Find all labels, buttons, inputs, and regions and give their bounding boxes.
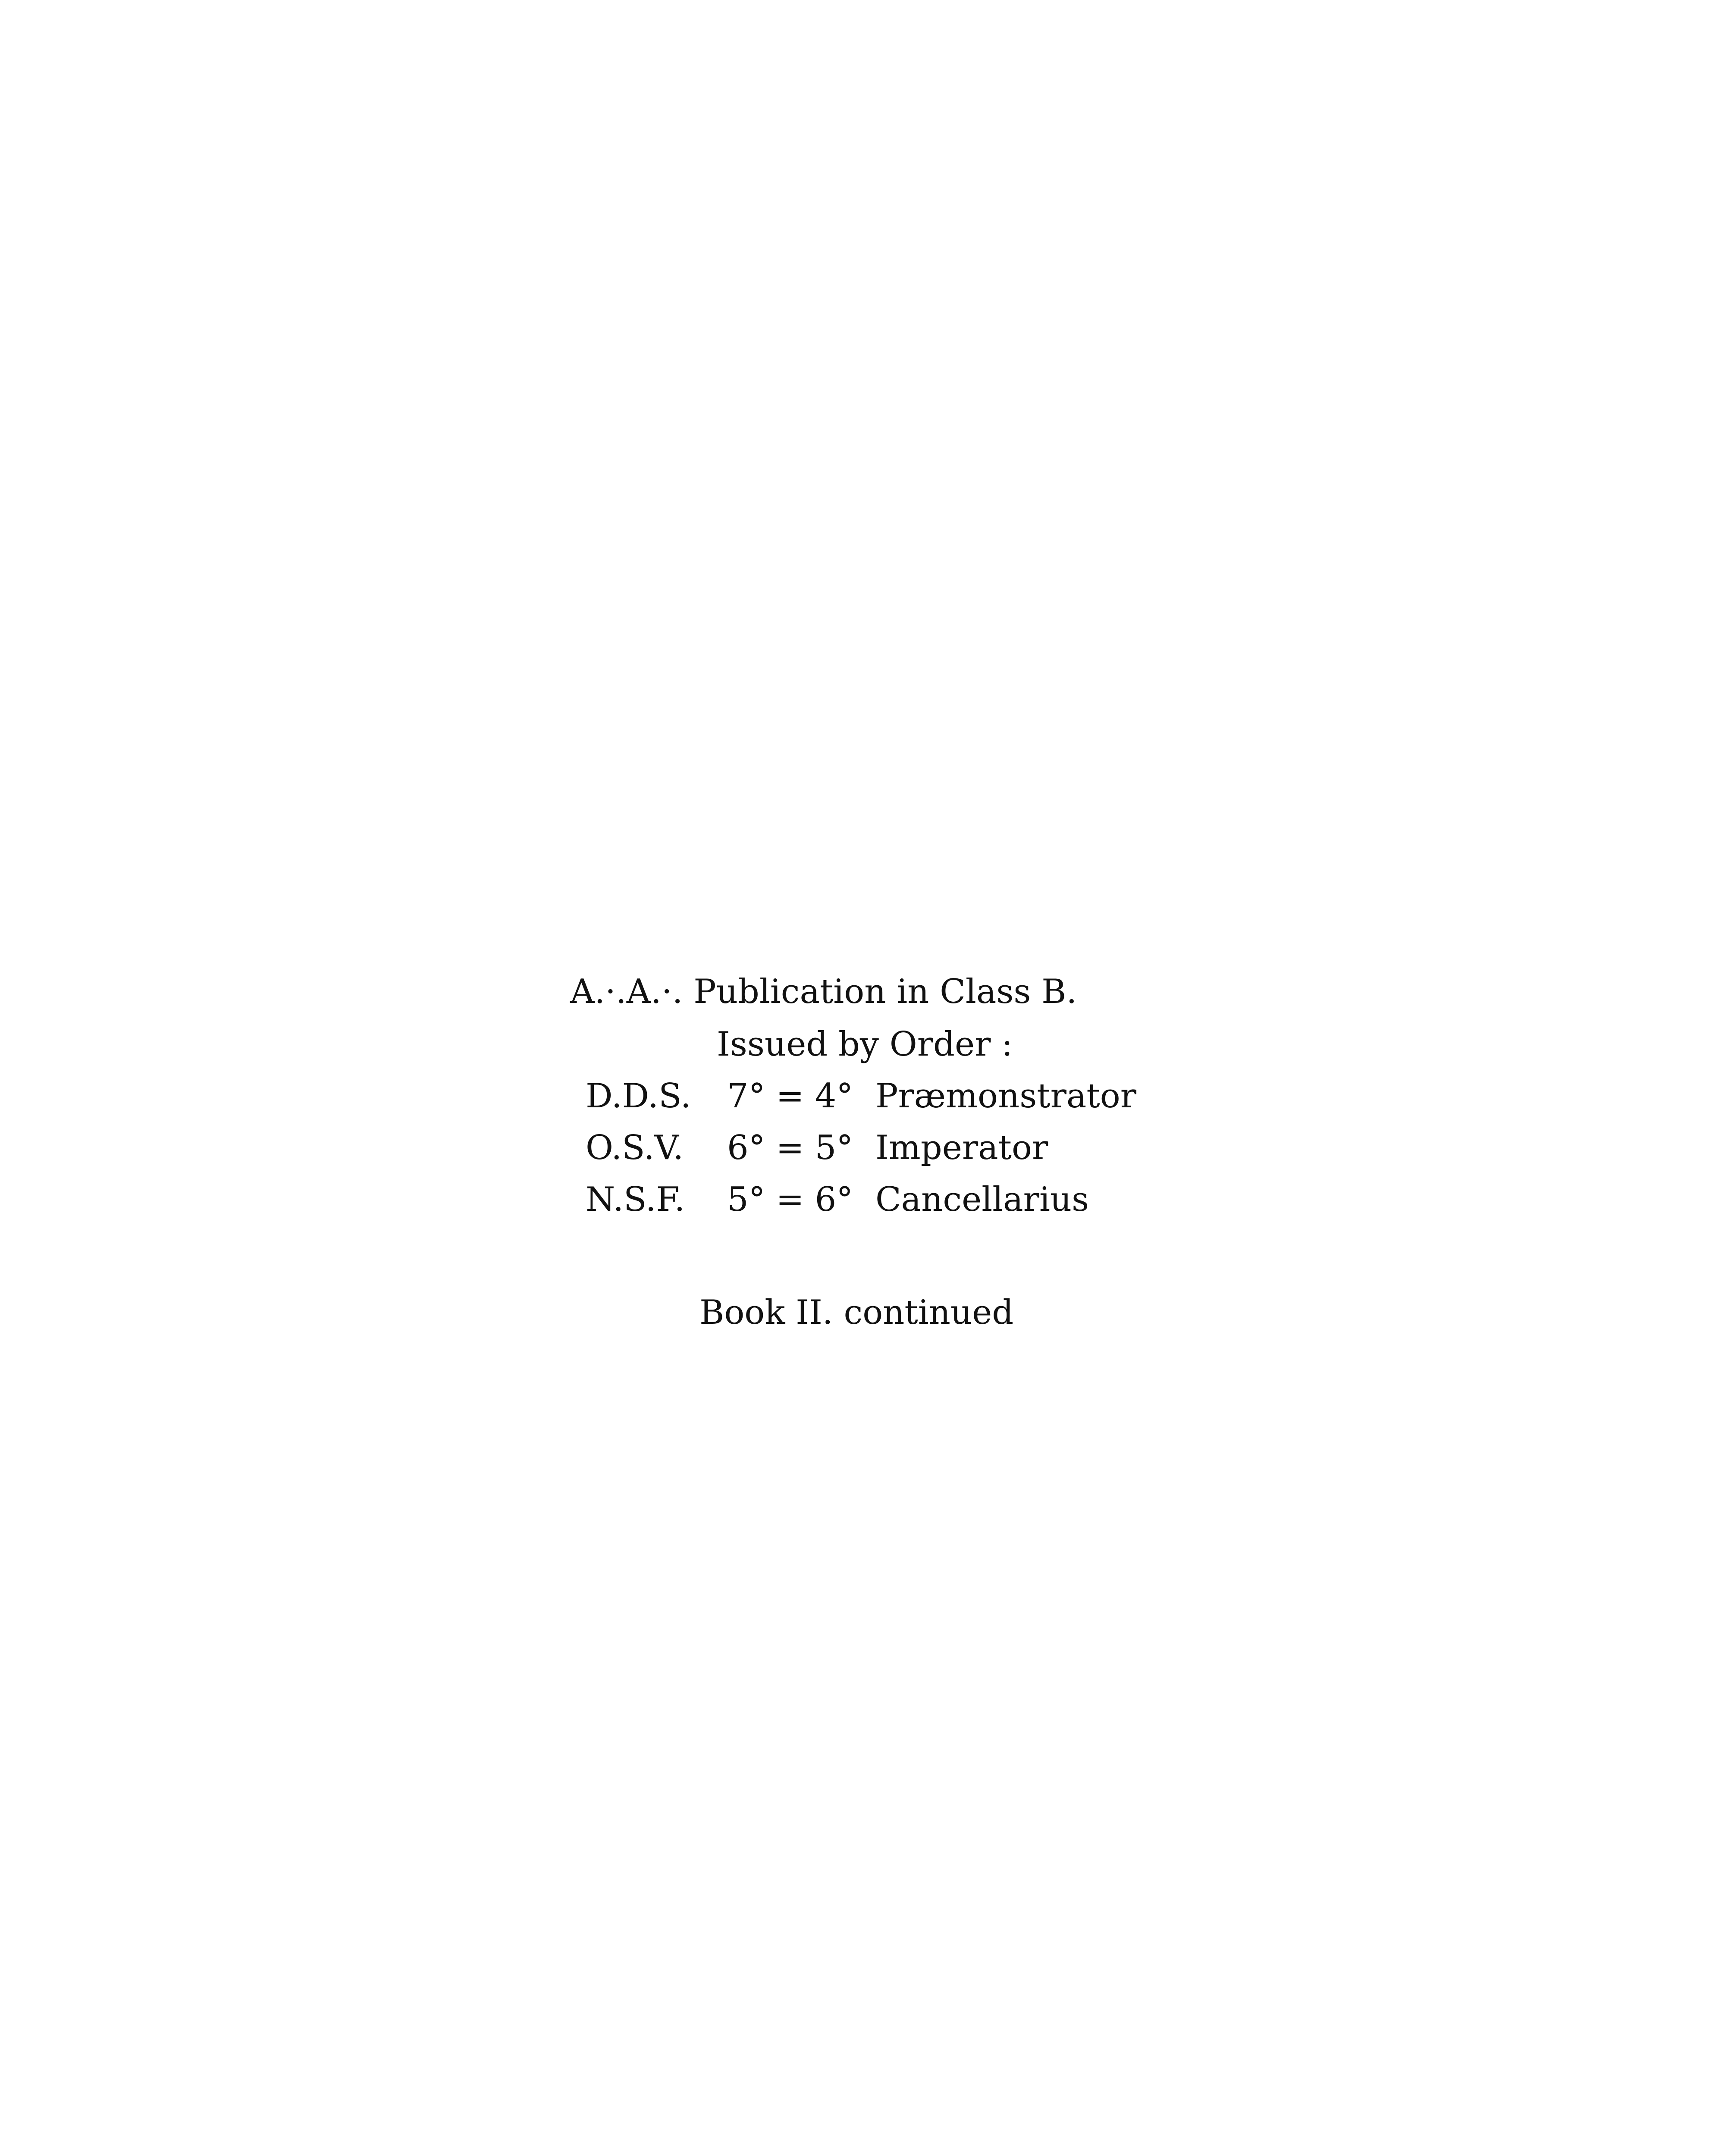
officer-initials: N.S.F. bbox=[586, 1180, 685, 1219]
officer-title: Imperator bbox=[875, 1128, 1048, 1167]
officer-line bbox=[586, 1178, 1146, 1221]
officer-initials: O.S.V. bbox=[586, 1128, 684, 1167]
issued-by-label: Issued by Order : bbox=[717, 1025, 1013, 1064]
officer-line bbox=[586, 1126, 1146, 1169]
officer-grade: 5° = 6° bbox=[727, 1180, 853, 1219]
officer-grade: 7° = 4° bbox=[727, 1077, 853, 1116]
officer-title: Cancellarius bbox=[875, 1180, 1089, 1219]
officer-line bbox=[586, 1075, 1146, 1118]
book-label: Book II. continued bbox=[699, 1293, 1014, 1332]
officer-grade: 6° = 5° bbox=[727, 1128, 853, 1167]
officer-initials: D.D.S. bbox=[586, 1077, 691, 1116]
officer-title: Præmonstrator bbox=[875, 1077, 1136, 1116]
publication-heading: A.·.A.·. Publication in Class B. bbox=[570, 972, 1077, 1011]
